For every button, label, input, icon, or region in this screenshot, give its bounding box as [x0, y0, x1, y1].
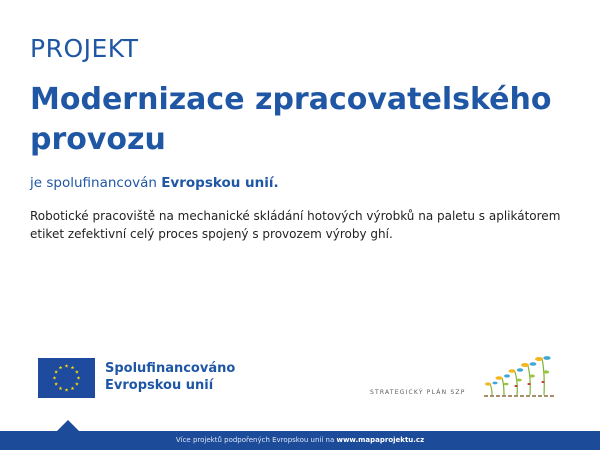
eu-star: [59, 386, 63, 390]
eu-label-line1: Spolufinancováno: [105, 361, 236, 376]
eu-star: [53, 376, 57, 380]
footer-notch: [57, 420, 79, 431]
eu-star: [77, 376, 81, 380]
eu-star: [59, 366, 63, 370]
footer-link[interactable]: www.mapaprojektu.cz: [336, 436, 425, 444]
eu-star: [71, 386, 75, 390]
eu-star: [65, 388, 69, 392]
project-title: Modernizace zpracovatelského provozu: [30, 82, 552, 157]
sprouting-plants-icon: [462, 354, 558, 400]
cofinance-highlight: Evropskou unií.: [161, 175, 279, 191]
cofinance-prefix: je spolufinancován: [30, 175, 162, 191]
eu-star: [75, 382, 79, 386]
eu-star: [54, 370, 58, 374]
strategy-plan-label: STRATEGICKÝ PLÁN SZP: [370, 389, 466, 396]
project-description: Robotické pracoviště na mechanické skládání hotových výrobků na paletu s aplikátorem etiket zefektivní celý proces spojený s provozem výroby ghí.: [30, 209, 561, 241]
cofinance-statement: [30, 175, 279, 191]
eu-star: [54, 382, 58, 386]
eu-cofinanced-label: [105, 360, 235, 394]
project-kicker: PROJEKT: [30, 34, 139, 63]
footer-bar: [0, 431, 600, 450]
eu-star: [71, 366, 75, 370]
eu-star: [65, 364, 69, 368]
eu-label-line2: Evropskou unií: [105, 378, 214, 393]
eu-star: [75, 370, 79, 374]
footer-prefix: Více projektů podpořených Evropskou unií na: [175, 436, 337, 444]
footer-text: [0, 431, 600, 450]
eu-flag-icon: [38, 358, 95, 398]
